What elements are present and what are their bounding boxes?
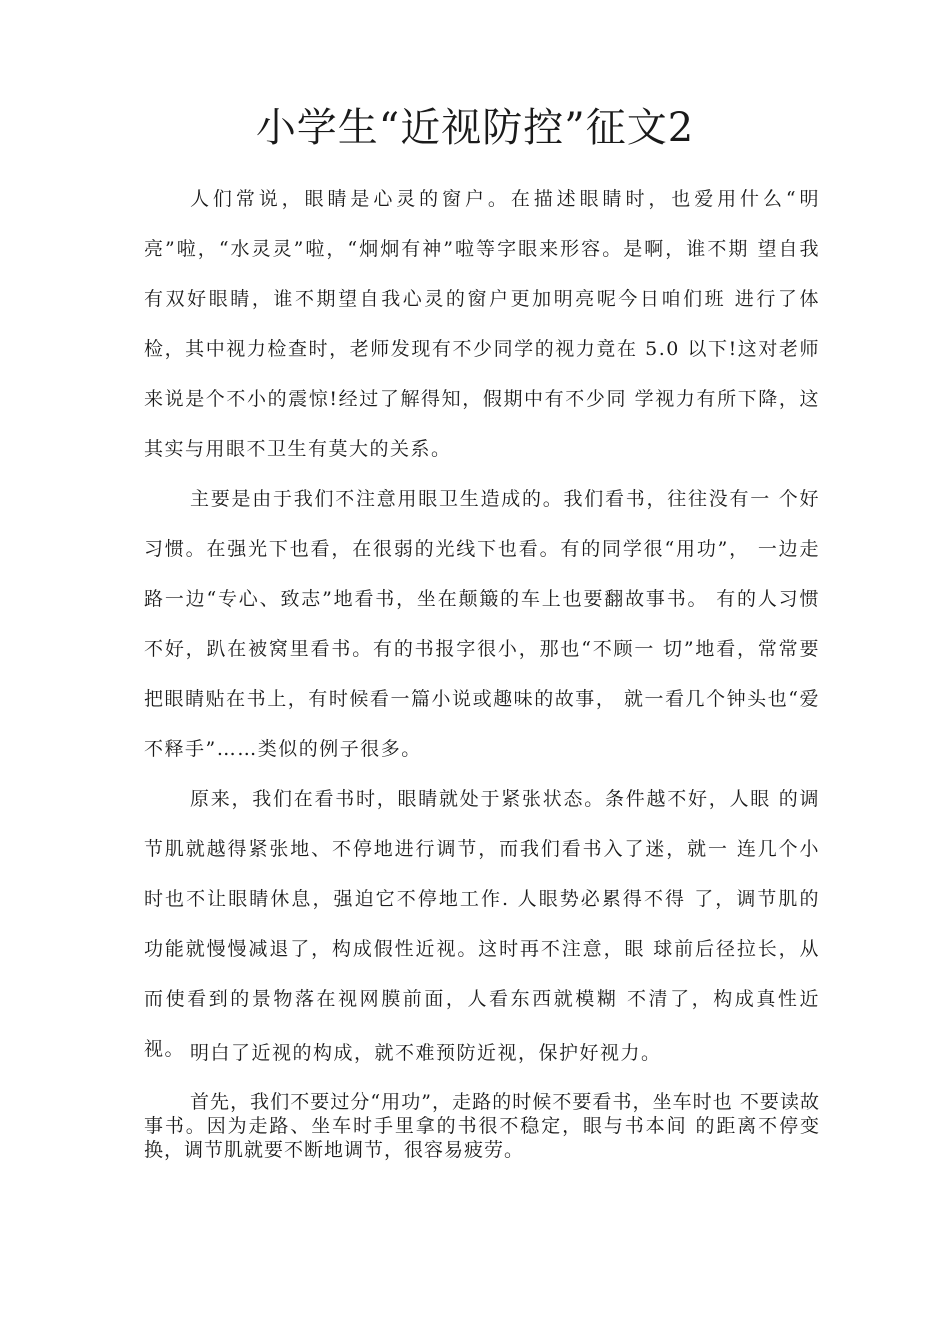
paragraph-eyes-window: 人们常说，眼睛是心灵的窗户。在描述眼睛时，也爱用什么“明亮”啦，“水灵灵”啦，“炯炯有神”啦等字眼来形容。是啊，谁不期 望自我有双好眼睛，谁不期望自我心灵的窗户更加明亮呢今日咱们班 进行了体检，其中视力检查时，老师发现有不少同学的视力竟在 5.0 以下!这对老师来说是个不小的震惊!经过了解得知，假期中有不少同 学视力有所下降，这其实与用眼不卫生有莫大的关系。 xyxy=(144,188,820,460)
paragraph-first-advice: 首先，我们不要过分“用功”，走路的时候不要看书，坐车时也 不要读故事书。因为走路、坐车时手里拿的书很不稳定，眼与书本间 的距离不停变换，调节肌就要不断地调节，很容易疲劳。 xyxy=(144,1091,820,1161)
paragraph-prevention-intro: 明白了近视的构成，就不难预防近视，保护好视力。 xyxy=(190,1042,662,1064)
paragraph-myopia-cause: 原来，我们在看书时，眼睛就处于紧张状态。条件越不好，人眼 的调节肌就越得紧张地、不停地进行调节，而我们看书入了迷，就一 连几个小时也不让眼睛休息，强迫它不停地工作. 人眼势必累得不得 了，调节肌的功能就慢慢减退了，构成假性近视。这时再不注意，眼 球前后径拉长，从而使看到的景物落在视网膜前面，人看东西就模糊 不清了，构成真性近视。 xyxy=(144,788,820,1060)
document-title: 小学生“近视防控”征文2 xyxy=(255,105,695,151)
paragraph-bad-habits: 主要是由于我们不注意用眼卫生造成的。我们看书，往往没有一 个好习惯。在强光下也看，在很弱的光线下也看。有的同学很“用功”， 一边走路一边“专心、致志”地看书，坐在颠簸的车上也要翻故事书。 有的人习惯不好，趴在被窝里看书。有的书报字很小，那也“不顾一 切”地看，常常要把眼睛贴在书上，有时候看一篇小说或趣味的故事， 就一看几个钟头也“爱不释手”……类似的例子很多。 xyxy=(144,488,820,760)
